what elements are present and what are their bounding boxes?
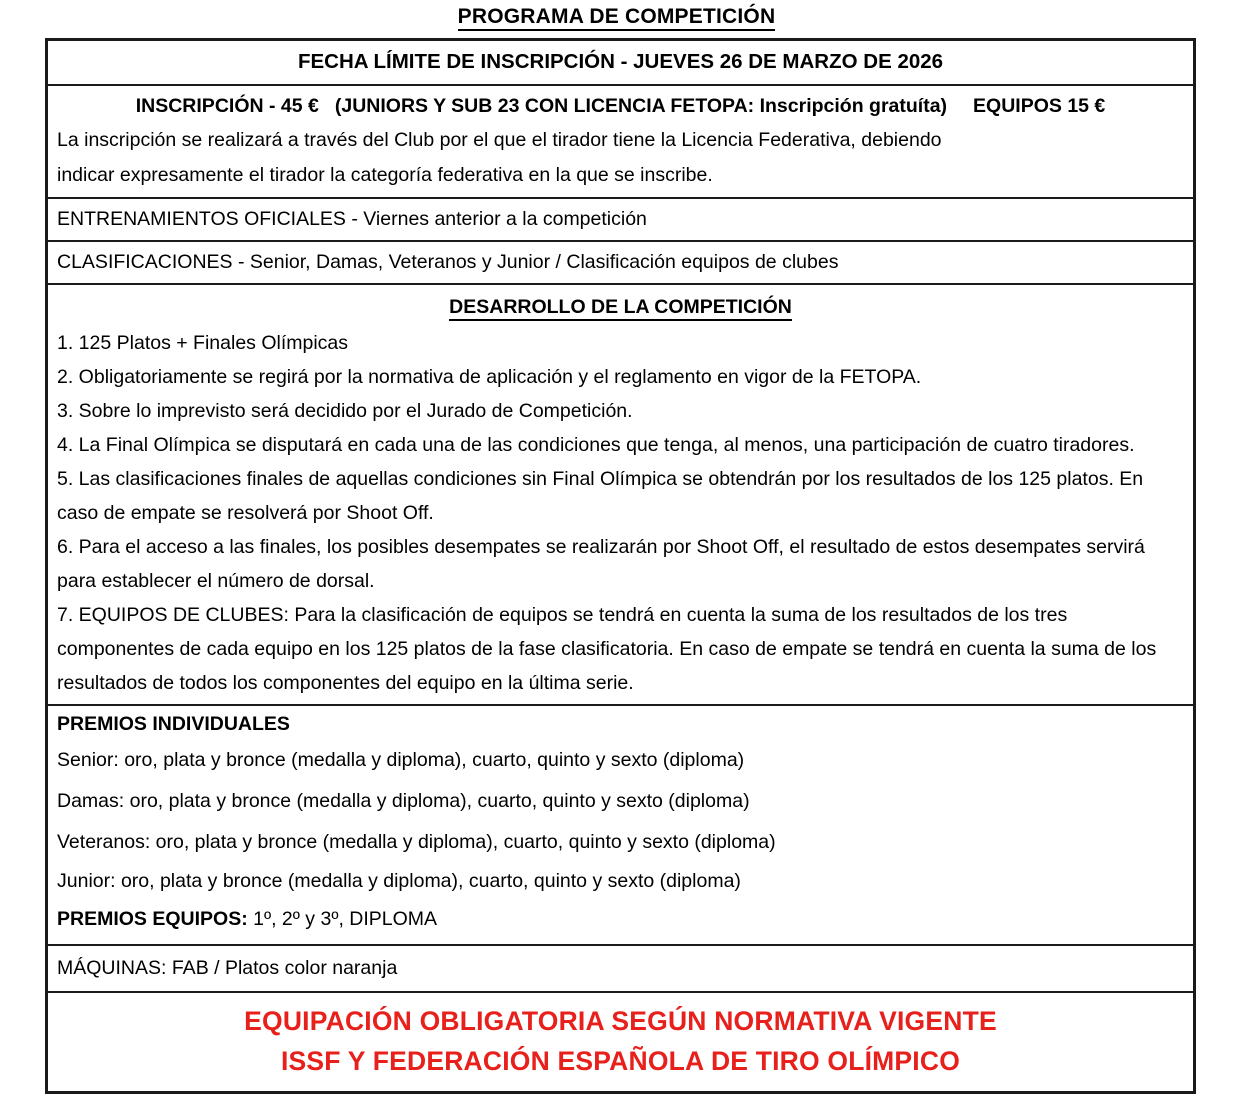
inscripcion-fee: INSCRIPCIÓN - 45 € [135, 95, 319, 117]
desarrollo-item-1: 1. 125 Platos + Finales Olímpicas [57, 332, 349, 354]
table-row-inscripcion [47, 85, 1194, 198]
table-row-entrenamientos [47, 198, 1194, 241]
equipment-notice-banner [48, 993, 1193, 1091]
table-row-banner [47, 992, 1194, 1092]
table-row-clasificaciones [47, 241, 1194, 284]
inscripcion-paragraph-line-1: La inscripción se realizará a través del Club por el que el tirador tiene la Licencia Federativa, debiendo [57, 129, 942, 151]
table-row-maquinas [47, 945, 1194, 992]
equipment-notice-line-1: EQUIPACIÓN OBLIGATORIA SEGÚN NORMATIVA VIGENTE [244, 1006, 997, 1036]
deadline-text: FECHA LÍMITE DE INSCRIPCIÓN - JUEVES 26 DE MARZO DE 2026 [297, 50, 944, 73]
premios-individuales-title: PREMIOS INDIVIDUALES [57, 713, 290, 735]
desarrollo-item-7: 7. EQUIPOS DE CLUBES: Para la clasificación de equipos se tendrá en cuenta la suma de los resultados de los tres componentes de cada equipo en los 125 platos de la fase clasificatoria. En caso de empate se tendrá en cuenta la suma de los resultados de todos los componentes del equipo en la última serie. [57, 604, 1157, 694]
inscripcion-teams-fee: EQUIPOS 15 € [973, 95, 1106, 117]
clasificaciones-text: CLASIFICACIONES - Senior, Damas, Veteranos y Junior / Clasificación equipos de clubes [57, 251, 839, 273]
desarrollo-item-4: 4. La Final Olímpica se disputará en cada una de las condiciones que tenga, al menos, una participación de cuatro tiradores. [57, 434, 1135, 456]
premio-line-veteranos: Veteranos: oro, plata y bronce (medalla y diploma), cuarto, quinto y sexto (diploma) [57, 831, 776, 853]
desarrollo-heading-text: DESARROLLO DE LA COMPETICIÓN [449, 296, 792, 321]
inscripcion-paragraph [48, 123, 1193, 197]
inscripcion-note: (JUNIORS Y SUB 23 CON LICENCIA FETOPA: Inscripción gratuíta) [334, 95, 948, 117]
entrenamientos-text: ENTRENAMIENTOS OFICIALES - Viernes anterior a la competición [57, 208, 647, 230]
desarrollo-item-6: 6. Para el acceso a las finales, los posibles desempates se realizarán por Shoot Off, el resultado de estos desempates servirá para establecer el número de dorsal. [57, 536, 1145, 592]
table-row-premios [47, 705, 1194, 945]
equipment-notice-line-2: ISSF Y FEDERACIÓN ESPAÑOLA DE TIRO OLÍMPICO [280, 1046, 961, 1076]
desarrollo-item-3: 3. Sobre lo imprevisto será decidido por el Jurado de Competición. [57, 400, 633, 422]
desarrollo-heading [48, 285, 1193, 326]
premio-line-junior: Junior: oro, plata y bronce (medalla y diploma), cuarto, quinto y sexto (diploma) [57, 870, 741, 892]
inscripcion-paragraph-line-2: indicar expresamente el tirador la categoría federativa en la que se inscribe. [57, 164, 713, 186]
premio-line-damas: Damas: oro, plata y bronce (medalla y diploma), cuarto, quinto y sexto (diploma) [57, 790, 750, 812]
table-row-deadline [47, 40, 1194, 85]
premios-equipos-value: 1º, 2º y 3º, DIPLOMA [253, 908, 438, 930]
premio-line-senior: Senior: oro, plata y bronce (medalla y diploma), cuarto, quinto y sexto (diploma) [57, 749, 745, 771]
premios-block [48, 706, 1193, 944]
page-title [0, 3, 1233, 30]
maquinas-text: MÁQUINAS: FAB / Platos color naranja [57, 957, 398, 979]
premios-equipos-label: PREMIOS EQUIPOS: [57, 908, 248, 930]
premios-equipos-line [57, 900, 1184, 938]
competition-program-table [46, 39, 1195, 1093]
desarrollo-item-5: 5. Las clasificaciones finales de aquellas condiciones sin Final Olímpica se obtendrán por los resultados de los 125 platos. En caso de empate se resolverá por Shoot Off. [57, 468, 1144, 524]
desarrollo-list [48, 326, 1193, 704]
inscripcion-header [48, 86, 1193, 123]
table-row-desarrollo [47, 284, 1194, 705]
page-title-text: PROGRAMA DE COMPETICIÓN [458, 5, 776, 31]
desarrollo-item-2: 2. Obligatoriamente se regirá por la normativa de aplicación y el reglamento en vigor de la FETOPA. [57, 366, 922, 388]
